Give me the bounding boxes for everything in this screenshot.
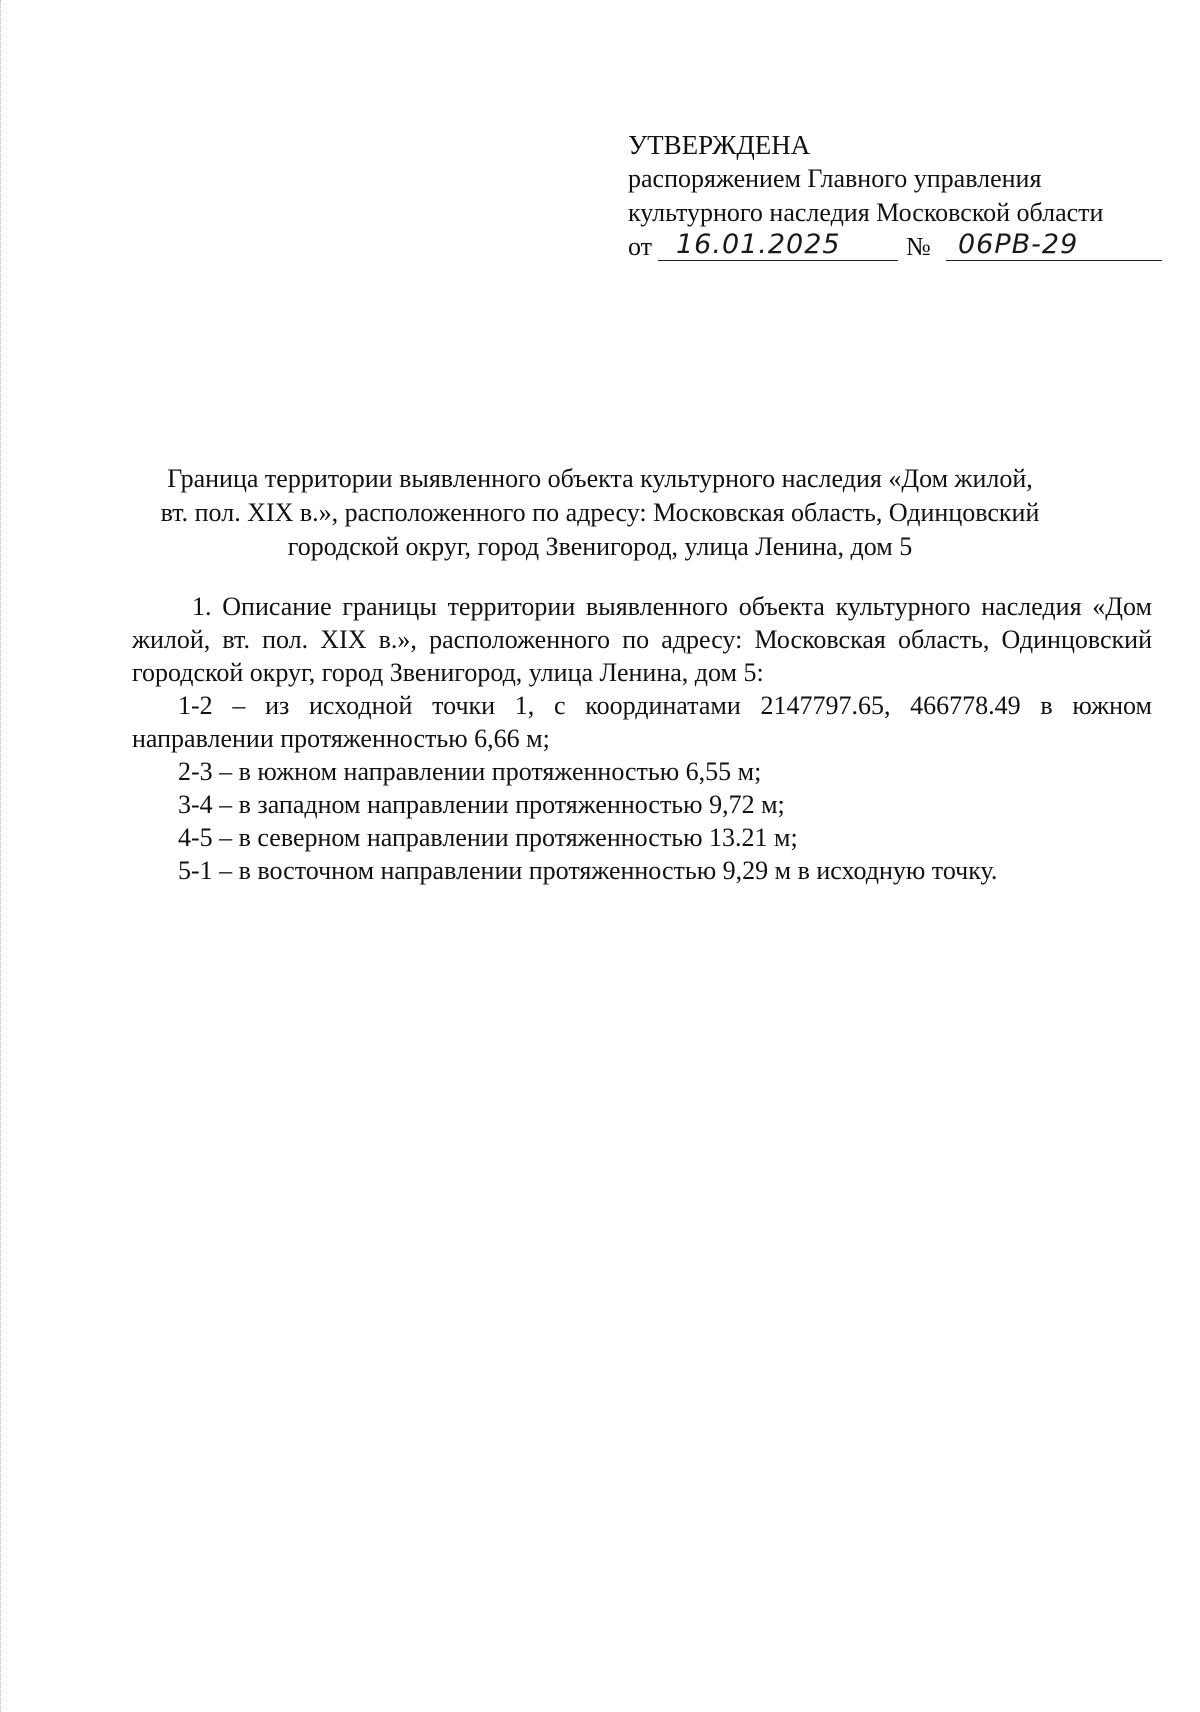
handwritten-date: 16.01.2025 (676, 229, 841, 260)
segment-1-2: 1-2 – из исходной точки 1, с координатами 2147797.65, 466778.49 в южном направлении протяженностью 6,66 м; (132, 691, 1152, 753)
date-label: от (628, 232, 653, 261)
approval-line-2: культурного наследия Московской области (628, 198, 1104, 227)
title-line-3: городской округ, город Звенигород, улица Ленина, дом 5 (287, 532, 913, 561)
description-intro: 1. Описание границы территории выявленного объекта культурного наследия «Дом жилой, вт. пол. XIX в.», расположенного по адресу: Московская область, Одинцовский городской округ, город Звенигород, улица Ленина, дом 5: (132, 592, 1152, 687)
handwritten-number: 06РВ-29 (958, 229, 1079, 260)
title-line-2: вт. пол. XIX в.», расположенного по адресу: Московская область, Одинцовский (160, 498, 1040, 527)
segment-4-5: 4-5 – в северном направлении протяженностью 13.21 м; (178, 823, 798, 852)
segment-2-3: 2-3 – в южном направлении протяженностью 6,55 м; (178, 757, 762, 786)
boundary-description (132, 590, 1152, 887)
approval-date-number-row (628, 230, 1168, 270)
number-label: № (906, 232, 931, 261)
scan-edge-artifact (0, 0, 4, 1712)
approval-heading: УТВЕРЖДЕНА (628, 130, 811, 160)
segment-3-4: 3-4 – в западном направлении протяженностью 9,72 м; (178, 790, 785, 819)
approval-line-1: распоряжением Главного управления (628, 164, 1042, 193)
approval-block (628, 128, 1168, 270)
segment-5-1: 5-1 – в восточном направлении протяженностью 9,29 м в исходную точку. (178, 856, 998, 885)
document-title (120, 462, 1080, 564)
title-line-1: Граница территории выявленного объекта культурного наследия «Дом жилой, (167, 464, 1033, 493)
